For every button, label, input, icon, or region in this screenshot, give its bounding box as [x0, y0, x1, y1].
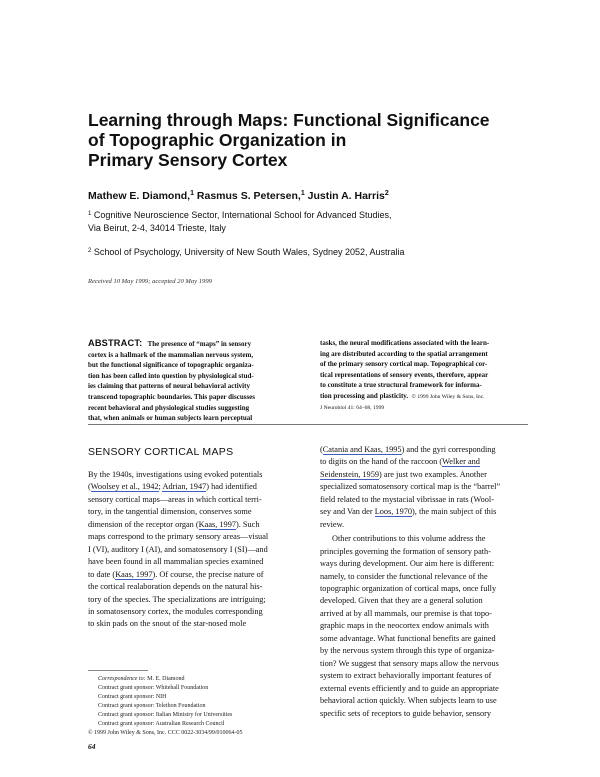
sponsor-label: Contract grant sponsor: [98, 721, 155, 727]
affiliation-1-line-2: Via Beirut, 2-4, 34014 Trieste, Italy [88, 222, 226, 233]
footnote-copyright: © 1999 John Wiley & Sons, Inc. CCC 0022-3034/99/010064-05 [88, 730, 243, 736]
body-text: ( [320, 445, 323, 454]
body-line: Other contributions to this volume address the [332, 534, 486, 544]
body-line: specific sets of receptors to guide behavior, sensory [320, 708, 492, 718]
body-text: ). Such [236, 519, 260, 529]
body-text: ), the main subject of this [412, 507, 497, 517]
body-text: ( [88, 482, 91, 492]
body-line: By the 1940s, investigations using evoked potentials [88, 470, 263, 479]
abstract-line: recent behavioral and physiological studies suggesting [88, 403, 250, 412]
body-text: ) are just two examples. Another [379, 469, 487, 479]
affiliation-2-mark: 2 [88, 248, 92, 254]
body-text: to digits on the hand of the raccoon ( [320, 457, 443, 467]
sponsor-label: Contract grant sponsor: [98, 712, 155, 718]
citation-link-welker[interactable]: Seidenstein, 1959 [320, 469, 379, 479]
abstract-line: of the primary sensory cortical map. Topographical cor- [320, 360, 488, 369]
title-line-2: of Topographic Organization in [88, 130, 347, 150]
author-3: Justin A. Harris [307, 190, 385, 202]
abstract-line: ing are distributed according to the spatial arrangement [320, 349, 488, 358]
citation-link-kaas[interactable]: Kaas, 1997 [198, 519, 236, 529]
author-3-affil-mark: 2 [384, 190, 389, 197]
body-line: developed. Given that they are a general solution [320, 596, 483, 606]
section-heading: SENSORY CORTICAL MAPS [88, 446, 234, 458]
abstract-line: cortex is a hallmark of the mammalian nervous system, [88, 350, 254, 359]
abstract-copyright: © 1999 John Wiley & Sons, Inc. [411, 393, 485, 400]
sponsor-name: Australian Research Council [155, 721, 225, 727]
citation-link-welker[interactable]: Welker and [442, 457, 480, 467]
body-line: graphic maps in the neocortex endow animals with [320, 621, 489, 631]
page-number: 64 [88, 742, 96, 751]
abstract-line: tical representations of sensory events, therefore, appear [320, 370, 489, 379]
body-line: some advantage. What functional benefits are gained [320, 633, 496, 643]
author-2: Rasmus S. Petersen, [196, 190, 301, 202]
title-line-1: Learning through Maps: Functional Significance [88, 110, 490, 130]
body-line: field related to the mystacial vibrissae in rats (Wool- [320, 494, 494, 504]
sponsor-label: Contract grant sponsor: [98, 694, 155, 700]
sponsor-name: Italian Ministry for Universities [155, 712, 233, 718]
abstract-line: transcend topographic boundaries. This paper discusses [88, 392, 255, 401]
affiliation-1 [88, 208, 528, 234]
affiliation-1-line-1: Cognitive Neuroscience Sector, International School for Advanced Studies, [93, 210, 392, 220]
body-text: sey and Van der [320, 507, 375, 517]
sponsor-name: Whitehall Foundation [155, 685, 209, 691]
body-line: review. [320, 519, 345, 529]
correspondence-label: Correspondence to: [98, 676, 146, 682]
body-text: ) had identified [206, 482, 257, 492]
body-text: to date ( [88, 569, 116, 579]
abstract-last-line: tion processing and plasticity. [320, 391, 409, 400]
citation-link-kaas[interactable]: Kaas, 1997 [115, 569, 153, 579]
body-line: sensory cortical maps—areas in which cortical terri- [88, 494, 262, 504]
abstract-line: tion has been called into question by physiological stud- [88, 371, 254, 380]
body-line: principles governing the formation of sensory path- [320, 546, 491, 556]
abstract-line: tasks, the neural modifications associated with the learn- [320, 339, 490, 347]
received-date: Received 10 May 1999; accepted 20 May 1999 [88, 278, 212, 285]
body-line: arrived at by all mammals, our premise is that topo- [320, 608, 492, 618]
body-line: external events efficiently and to guide an appropriate [320, 683, 499, 693]
body-text: dimension of the receptor organ ( [88, 519, 199, 529]
citation-link-adrian[interactable]: Adrian, 1947 [162, 482, 207, 492]
body-right-column [320, 444, 500, 720]
author-list [88, 190, 389, 202]
body-line: have been found in all mammalian species examined [88, 557, 264, 567]
author-1-affil-mark: 1 [190, 190, 194, 197]
body-left-column [88, 469, 268, 631]
citation-link-loos[interactable]: Loos, 1970 [374, 507, 413, 517]
footnotes [88, 675, 243, 738]
body-line: behavioral action quickly. When subjects learn to use [320, 696, 497, 706]
body-line: tion? We suggest that sensory maps allow the nervous [320, 658, 499, 668]
body-line: ways during development. Our aim here is different: [320, 559, 495, 569]
body-line: topographic organization of cortical maps, once fully [320, 583, 497, 593]
body-line: tory of the species. The specializations are intriguing; [88, 594, 266, 604]
body-line: by the nervous system through this type of organiza- [320, 646, 495, 656]
body-line: system to extract behaviorally important features of [320, 671, 492, 681]
citation-link-catania[interactable]: Catania and Kaas, 1995 [322, 445, 402, 454]
body-text: ; [158, 482, 163, 492]
body-line: tory, in the tangential dimension, conserves some [88, 507, 252, 517]
sponsor-name: Telethon Foundation [155, 703, 206, 709]
section-divider [88, 424, 528, 425]
body-text: ) and the gyri corresponding [401, 445, 496, 454]
body-line: specialized somatosensory cortical map is the “barrel” [320, 482, 501, 492]
sponsor-label: Contract grant sponsor: [98, 703, 155, 709]
sponsor-label: Contract grant sponsor: [98, 685, 155, 691]
body-line: to skin pads on the snout of the star-nosed mole [88, 619, 247, 629]
abstract-label: ABSTRACT: [88, 338, 143, 348]
abstract-left-column [88, 338, 255, 424]
abstract-first-line: The presence of “maps” in sensory [147, 340, 252, 348]
citation-link-woolsey[interactable]: Woolsey et al., 1942 [90, 482, 159, 492]
paper-title [88, 110, 528, 170]
journal-citation: J Neurobiol 41: 64–68, 1999 [320, 404, 385, 411]
correspondence-name: M. E. Diamond [147, 676, 185, 682]
body-line: in somatosensory cortex, the modules corresponding [88, 606, 263, 616]
body-line: I (VI), auditory I (AI), and somatosensory I (SI)—and [88, 544, 268, 554]
body-text: ). Of course, the precise nature of [152, 569, 264, 579]
sponsor-name: NIH [155, 694, 167, 700]
abstract-line: to constitute a true structural framework for informa- [320, 381, 482, 390]
body-line: the cortical realaboration depends on the natural his- [88, 582, 263, 592]
abstract-right-column [320, 338, 489, 413]
affiliation-1-mark: 1 [88, 211, 92, 217]
body-line: namely, to consider the functional relevance of the [320, 571, 488, 581]
abstract-line: but the functional significance of topographic organiza- [88, 361, 254, 370]
author-2-affil-mark: 1 [300, 190, 305, 197]
affiliation-2-line-1: School of Psychology, University of New South Wales, Sydney 2052, Australia [93, 247, 405, 257]
title-line-3: Primary Sensory Cortex [88, 150, 288, 170]
abstract-line: that, when animals or human subjects learn perceptual [88, 414, 253, 423]
footnote-rule [88, 670, 148, 671]
body-line: maps correspond to the primary sensory areas—visual [88, 532, 269, 542]
affiliation-2 [88, 245, 528, 259]
author-1: Mathew E. Diamond, [88, 190, 191, 202]
abstract-line: ies claiming that patterns of neural behavioral activity [88, 382, 250, 391]
